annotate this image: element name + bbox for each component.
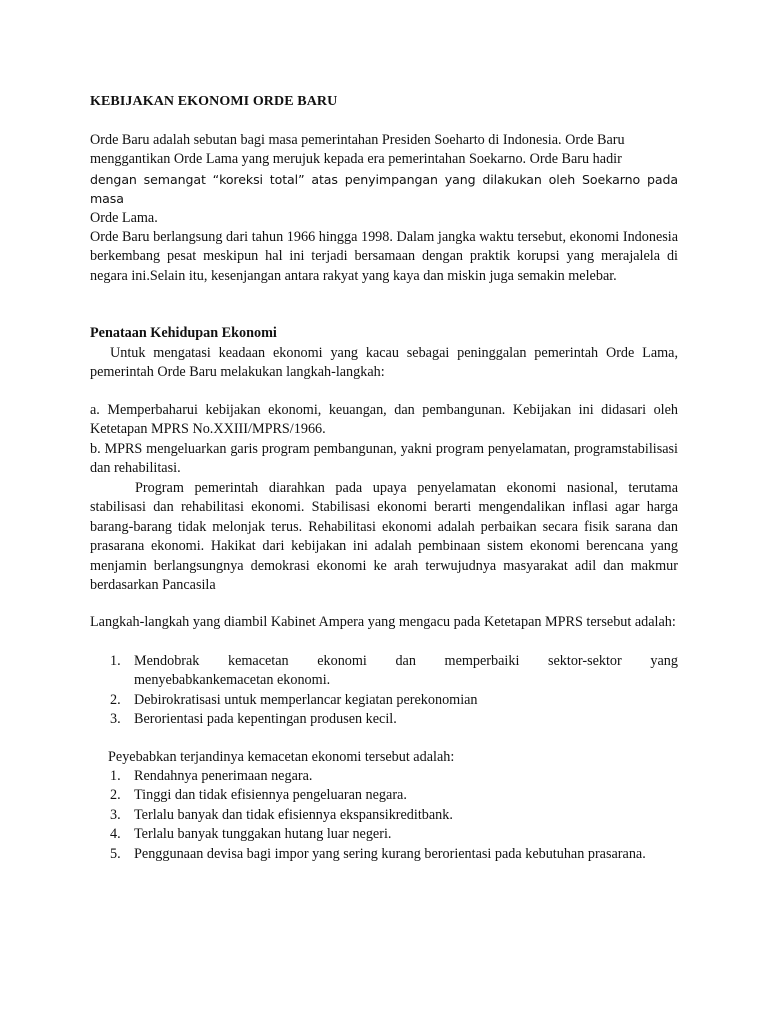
list-word: memperbaiki [444,653,520,669]
list-item [90,825,678,844]
list-item [90,845,678,864]
list-item [90,710,678,729]
list-word: ekonomi [317,653,367,669]
list-item [90,767,678,786]
list-number: 3. [110,806,121,823]
paragraph-intro [90,131,678,228]
causes-list [90,767,678,864]
policy-list [90,401,678,479]
list-item-text: Tinggi dan tidak efisiennya pengeluaran negara. [134,787,407,804]
list-number: 1. [110,653,121,669]
paragraph-line: Orde Lama. [90,209,158,226]
paragraph-period: Orde Baru berlangsung dari tahun 1966 hingga 1998. Dalam jangka waktu tersebut, ekonomi Indonesia berkembang pesat meskipun hal ini terjadi bersamaan dengan praktik korupsi yang merajalela di negara ini.Selain itu, kesenjangan antara rakyat yang kaya dan miskin juga semakin melebar. [90,229,678,284]
paragraph-ampera-steps: Langkah-langkah yang diambil Kabinet Ampera yang mengacu pada Ketetapan MPRS tersebut adalah: [90,614,676,630]
list-item-text: Terlalu banyak tunggakan hutang luar negeri. [134,826,392,843]
document-title: KEBIJAKAN EKONOMI ORDE BARU [90,94,338,109]
section-heading: Penataan Kehidupan Ekonomi [90,325,277,341]
list-item [90,691,678,710]
list-number: 3. [110,711,121,728]
list-item-text: Debirokratisasi untuk memperlancar kegiatan perekonomian [134,691,478,708]
list-item-continuation: menyebabkankemacetan ekonomi. [134,672,331,689]
list-word: sektor-sektor [547,653,622,669]
list-number: 4. [110,826,121,843]
list-item-text: Penggunaan devisa bagi impor yang sering kurang berorientasi pada kebutuhan prasarana. [134,845,646,862]
paragraph-line: dengan semangat “koreksi total” atas penyimpangan yang dilakukan oleh Soekarno pada masa [90,171,678,207]
list-item-text: Berorientasi pada kepentingan produsen kecil. [134,711,397,728]
list-number: 2. [110,691,121,708]
ampera-steps-list [90,652,678,730]
paragraph-line: menggantikan Orde Lama yang merujuk kepada era pemerintahan Soekarno. Orde Baru hadir [90,151,622,168]
paragraph-program: Program pemerintah diarahkan pada upaya penyelamatan ekonomi nasional, terutama stabilisasi dan rehabilitasi ekonomi. Stabilisasi ekonomi berarti mengendalikan inflasi agar harga barang-barang tidak melonjak terus. Rehabilitasi ekonomi adalah perbaikan secara fisik sarana dan prasarana ekonomi. Hakikat dari kebijakan ini adalah pembinaan sistem ekonomi berencana yang menjamin berlangsungnya demokrasi ekonomi ke arah terwujudnya masyarakat adil dan makmur berdasarkan Pancasila [90,480,678,594]
paragraph-measures-intro: Untuk mengatasi keadaan ekonomi yang kacau sebagai peninggalan pemerintah Orde Lama, pemerintah Orde Baru melakukan langkah-langkah: [90,345,678,381]
list-word: Mendobrak [134,653,200,669]
list-number: 2. [110,787,121,804]
list-item [90,786,678,805]
list-item [90,806,678,825]
list-word: kemacetan [227,653,289,669]
paragraph-line: Orde Baru adalah sebutan bagi masa pemerintahan Presiden Soeharto di Indonesia. Orde Baru [90,132,625,148]
list-item-text: Terlalu banyak dan tidak efisiennya ekspansikreditbank. [134,806,453,823]
list-number: 5. [110,845,121,862]
policy-item-b: b. MPRS mengeluarkan garis program pembangunan, yakni program penyelamatan, programstabilisasi dan rehabilitasi. [90,440,678,477]
list-item [90,652,678,691]
list-word: dan [395,653,416,669]
paragraph-causes-intro: Peyebabkan terjandinya kemacetan ekonomi tersebut adalah: [108,749,455,765]
list-number: 1. [110,768,121,784]
list-word: yang [650,653,678,669]
list-item-text: Rendahnya penerimaan negara. [134,768,313,784]
policy-item-a: a. Memperbaharui kebijakan ekonomi, keuangan, dan pembangunan. Kebijakan ini didasari oleh Ketetapan MPRS No.XXIII/MPRS/1966. [90,402,678,438]
list-item-first-line [134,652,678,671]
